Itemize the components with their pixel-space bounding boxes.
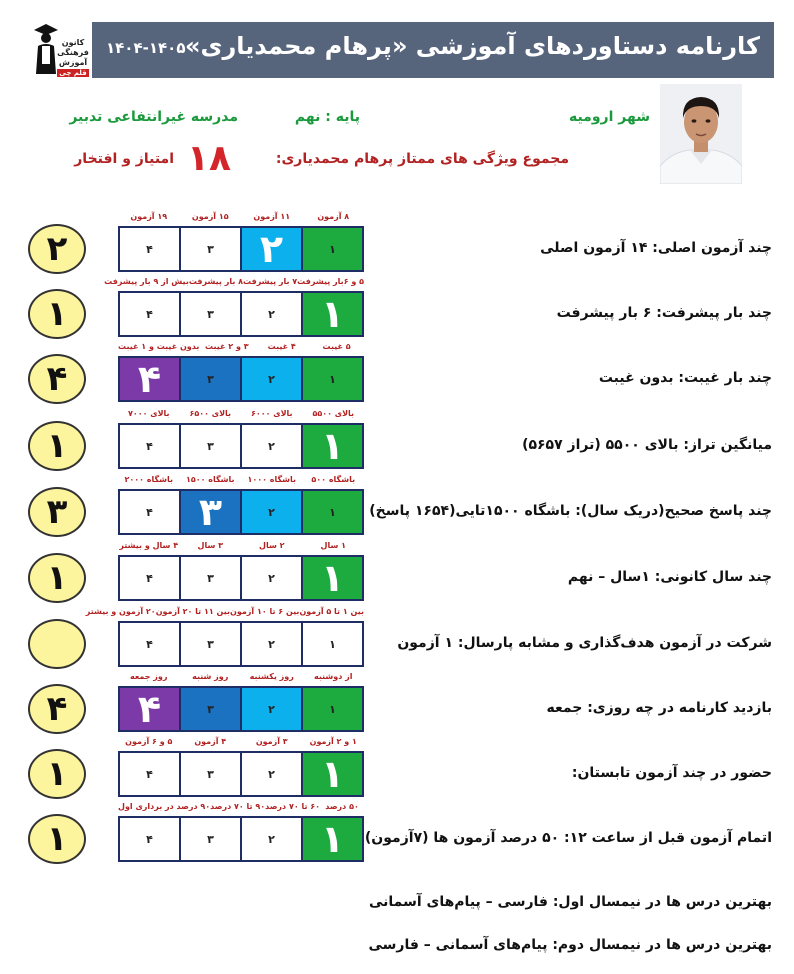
option-label: ۴ غیبت — [267, 342, 296, 351]
level-cells — [118, 686, 364, 732]
option-label: روز یکشنبه — [249, 672, 294, 681]
option-label: ۸ بار پیشرفت — [188, 277, 243, 286]
option-labels — [118, 409, 364, 418]
option-label: بالای ۵۵۰۰ — [312, 409, 355, 418]
level-cell: ۲ — [240, 688, 301, 730]
level-cell: ۴ — [120, 753, 179, 795]
score-badge: ۱ — [28, 553, 86, 603]
score-badge: ۱ — [28, 749, 86, 799]
level-cell: ۳ — [179, 425, 240, 467]
score-badge: ۴ — [28, 354, 86, 404]
level-cell: ۴ — [120, 623, 179, 665]
level-cell: ۳ — [179, 358, 240, 400]
achievement-question: بازدید کارنامه در چه روزی: جمعه — [546, 700, 772, 716]
level-cell: ۴ — [120, 688, 179, 730]
option-labels — [85, 607, 364, 616]
level-cell: ۱ — [301, 623, 362, 665]
option-label: ۹۰ درصد در برداری اول — [118, 802, 211, 811]
option-labels — [118, 342, 364, 351]
option-label: ۸ آزمون — [317, 212, 350, 221]
student-portrait-icon — [660, 84, 742, 184]
level-cell: ۴ — [120, 425, 179, 467]
option-label: از دوشنبه — [314, 672, 353, 681]
level-cell: ۳ — [179, 293, 240, 335]
student-photo — [660, 84, 742, 184]
level-cell: ۴ — [120, 358, 179, 400]
option-label: ۵ غیبت — [322, 342, 351, 351]
option-label: باشگاه ۵۰۰ — [311, 475, 356, 484]
option-label: ۳ آزمون — [255, 737, 288, 746]
level-cells — [118, 489, 364, 535]
option-label: بالای ۶۰۰۰ — [250, 409, 293, 418]
level-cell: ۱ — [301, 753, 362, 795]
option-label: بدون غیبت و ۱ غیبت — [118, 342, 200, 351]
year-range: ۱۴۰۴-۱۴۰۵ — [106, 39, 186, 57]
level-cell: ۱ — [301, 425, 362, 467]
level-cell: ۲ — [240, 425, 301, 467]
option-label: ۷ بار پیشرفت — [243, 277, 298, 286]
option-label: ۱۱ آزمون — [253, 212, 291, 221]
score-caption: امتیاز و افتخار — [74, 151, 174, 167]
option-label: ۱۹ آزمون — [130, 212, 168, 221]
level-cell: ۱ — [301, 358, 362, 400]
kanoon-logo — [30, 20, 90, 78]
option-label: روز جمعه — [130, 672, 168, 681]
level-cell: ۲ — [240, 491, 301, 533]
level-cell: ۳ — [179, 688, 240, 730]
option-label: ۵۰ درصد — [325, 802, 359, 811]
achievement-question: چند آزمون اصلی: ۱۴ آزمون اصلی — [540, 240, 772, 256]
achievement-question: شرکت در آزمون هدف‌گذاری و مشابه پارسال: ۱ آزمون — [397, 635, 772, 651]
score-badge: ۱ — [28, 814, 86, 864]
level-cell: ۱ — [301, 557, 362, 599]
score-badge: ۱ — [28, 289, 86, 339]
option-label: بین ۱۱ تا ۲۰ آزمون — [155, 607, 230, 616]
level-cell: ۴ — [120, 293, 179, 335]
level-cells — [118, 356, 364, 402]
level-cells — [118, 423, 364, 469]
level-cells — [118, 226, 364, 272]
level-cell: ۱ — [301, 818, 362, 860]
level-cell: ۲ — [240, 818, 301, 860]
option-label: باشگاه ۱۵۰۰ — [185, 475, 235, 484]
option-label: ۵ و ۶بار پیشرفت — [297, 277, 364, 286]
score-badge: ۳ — [28, 487, 86, 537]
level-cells — [118, 621, 364, 667]
option-label: ۵ و ۶ آزمون — [125, 737, 173, 746]
school-label: مدرسه غیرانتفاعی تدبیر — [69, 109, 238, 125]
score-badge: ۴ — [28, 684, 86, 734]
total-score: ۱۸ — [187, 138, 231, 179]
level-cell: ۲ — [240, 557, 301, 599]
option-label: ۶۰ تا ۷۰ درصد — [265, 802, 321, 811]
option-label: بالای ۶۵۰۰ — [189, 409, 232, 418]
level-cell: ۲ — [240, 358, 301, 400]
best-subjects-second-semester: بهترین درس ها در نیمسال دوم: پیام‌های آسمانی – فارسی — [368, 937, 772, 953]
option-label: بالای ۷۰۰۰ — [127, 409, 170, 418]
option-labels — [118, 541, 364, 550]
level-cells — [118, 751, 364, 797]
option-label: بیش از ۹ بار پیشرفت — [104, 277, 189, 286]
score-badge — [28, 619, 86, 669]
option-label: بین ۱ تا ۵ آزمون — [299, 607, 364, 616]
achievement-question: چند بار غیبت: بدون غیبت — [598, 370, 772, 386]
option-labels — [118, 212, 364, 221]
score-badge: ۲ — [28, 224, 86, 274]
option-labels — [118, 475, 364, 484]
option-label: ۲ سال — [259, 541, 285, 550]
level-cell: ۳ — [179, 623, 240, 665]
level-cell: ۲ — [240, 623, 301, 665]
achievement-question: چند پاسخ صحیح(دریک سال): باشگاه ۱۵۰۰تایی(۱۶۵۴ پاسخ) — [369, 503, 772, 519]
option-label: ۱۵ آزمون — [191, 212, 229, 221]
grade-label: پایه : نهم — [294, 109, 360, 125]
level-cells — [118, 555, 364, 601]
level-cell: ۱ — [301, 688, 362, 730]
achievement-question: چند بار پیشرفت: ۶ بار پیشرفت — [556, 305, 772, 321]
level-cell: ۳ — [179, 491, 240, 533]
level-cell: ۲ — [240, 753, 301, 795]
level-cell: ۳ — [179, 818, 240, 860]
best-subjects-first-semester: بهترین درس ها در نیمسال اول: فارسی – پیام‌های آسمانی — [369, 894, 772, 910]
option-labels — [118, 802, 364, 811]
level-cell: ۴ — [120, 818, 179, 860]
title-bar — [92, 22, 774, 78]
option-label: روز شنبه — [192, 672, 229, 681]
option-label: ۴ سال و بیشتر — [119, 541, 179, 550]
level-cell: ۳ — [179, 753, 240, 795]
option-label: ۹۰ تا ۷۰ درصد — [210, 802, 266, 811]
level-cell: ۳ — [179, 228, 240, 270]
features-label: مجموع ویژگی های ممتاز پرهام محمدیاری: — [275, 151, 569, 167]
option-label: ۲۰ آزمون و بیشتر — [85, 607, 156, 616]
option-labels — [104, 277, 364, 286]
achievement-question: چند سال کانونی: ۱سال – نهم — [567, 569, 772, 585]
option-labels — [118, 672, 364, 681]
level-cell: ۱ — [301, 491, 362, 533]
page-title: کارنامه دستاوردهای آموزشی «پرهام محمدیاری» — [184, 32, 760, 60]
level-cell: ۴ — [120, 228, 179, 270]
city-label: شهر ارومیه — [568, 109, 650, 125]
achievement-question: میانگین تراز: بالای ۵۵۰۰ (تراز ۵۶۵۷) — [522, 437, 772, 453]
level-cell: ۲ — [240, 228, 301, 270]
level-cell: ۲ — [240, 293, 301, 335]
option-label: ۴ آزمون — [194, 737, 227, 746]
level-cell: ۱ — [301, 228, 362, 270]
achievement-question: حضور در چند آزمون تابستان: — [571, 765, 772, 781]
achievement-question: اتمام آزمون قبل از ساعت ۱۲: ۵۰ درصد آزمون ها (۷آزمون) — [364, 830, 772, 846]
option-label: ۱ سال — [320, 541, 346, 550]
level-cells — [118, 291, 364, 337]
logo-text: کانون فرهنگی آموزش قلم چی — [57, 38, 89, 77]
score-badge: ۱ — [28, 421, 86, 471]
level-cell: ۱ — [301, 293, 362, 335]
option-label: باشگاه ۲۰۰۰ — [124, 475, 174, 484]
level-cell: ۴ — [120, 491, 179, 533]
level-cell: ۴ — [120, 557, 179, 599]
option-label: ۱ و ۲ آزمون — [309, 737, 357, 746]
level-cells — [118, 816, 364, 862]
option-label: باشگاه ۱۰۰۰ — [247, 475, 297, 484]
option-label: ۳ سال — [197, 541, 223, 550]
level-cell: ۳ — [179, 557, 240, 599]
option-labels — [118, 737, 364, 746]
option-label: ۳ و ۲ غیبت — [205, 342, 249, 351]
option-label: بین ۶ تا ۱۰ آزمون — [230, 607, 300, 616]
